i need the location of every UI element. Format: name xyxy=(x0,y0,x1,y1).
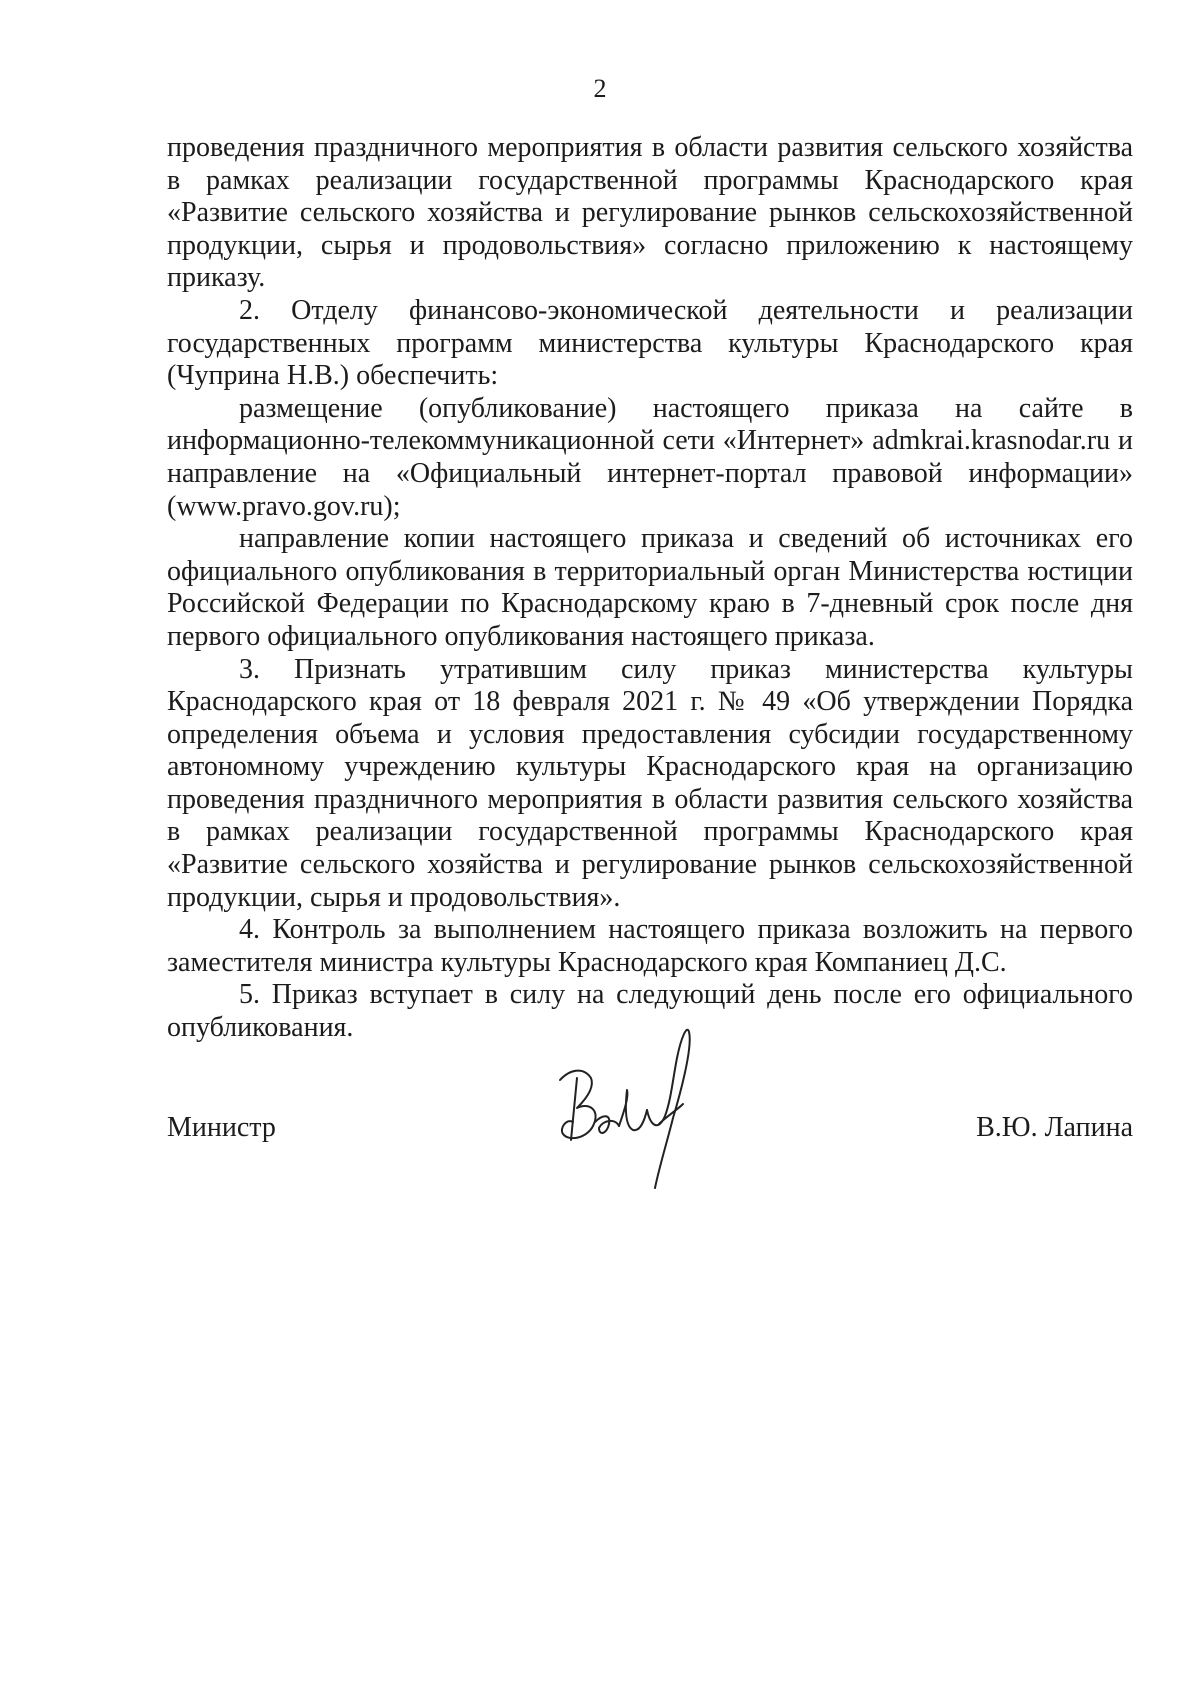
signatory-position: Министр xyxy=(167,1112,276,1143)
paragraph-item-2-publication: размещение (опубликование) настоящего приказа на сайте в информационно-телекоммуникационной сети «Интернет» admkrai.krasnodar.ru и направление на «Официальный интернет-портал правовой информации» (www.pravo.gov.ru); xyxy=(167,392,1133,522)
paragraph-item-2-copy: направление копии настоящего приказа и сведений об источниках его официального опубликования в территориальный орган Министерства юстиции Российской Федерации по Краснодарскому краю в 7-дневный срок после дня первого официального опубликования настоящего приказа. xyxy=(167,523,1133,652)
paragraph-item-4: 4. Контроль за выполнением настоящего приказа возложить на первого заместителя министра культуры Краснодарского края Компаниец Д.С. xyxy=(167,914,1133,978)
paragraph-item-2: 2. Отделу финансово-экономической деятельности и реализации государственных программ министерства культуры Краснодарского края (Чуприна Н.В.) обеспечить: xyxy=(167,294,1133,392)
handwritten-signature xyxy=(555,1018,715,1193)
paragraph-item-3: 3. Признать утратившим силу приказ министерства культуры Краснодарского края от 18 февраля 2021 г. № 49 «Об утверждении Порядка определения объема и условия предоставления субсидии государственному автономному учреждению культуры Краснодарского края на организацию проведения праздничного мероприятия в области развития сельского хозяйства в рамках реализации государственной программы Краснодарского края «Развитие сельского хозяйства и регулирование рынков сельскохозяйственной продукции, сырья и продовольствия». xyxy=(167,653,1133,913)
page-number: 2 xyxy=(593,74,607,103)
document-body xyxy=(167,132,1133,1045)
signatory-name: В.Ю. Лапина xyxy=(976,1112,1133,1143)
paragraph-intro-continuation: проведения праздничного мероприятия в области развития сельского хозяйства в рамках реализации государственной программы Краснодарского края «Развитие сельского хозяйства и регулирование рынков сельскохозяйственной продукции, сырья и продовольствия» согласно приложению к настоящему приказу. xyxy=(167,132,1133,294)
paragraph-item-5: 5. Приказ вступает в силу на следующий день после его официального опубликования. xyxy=(167,979,1133,1044)
